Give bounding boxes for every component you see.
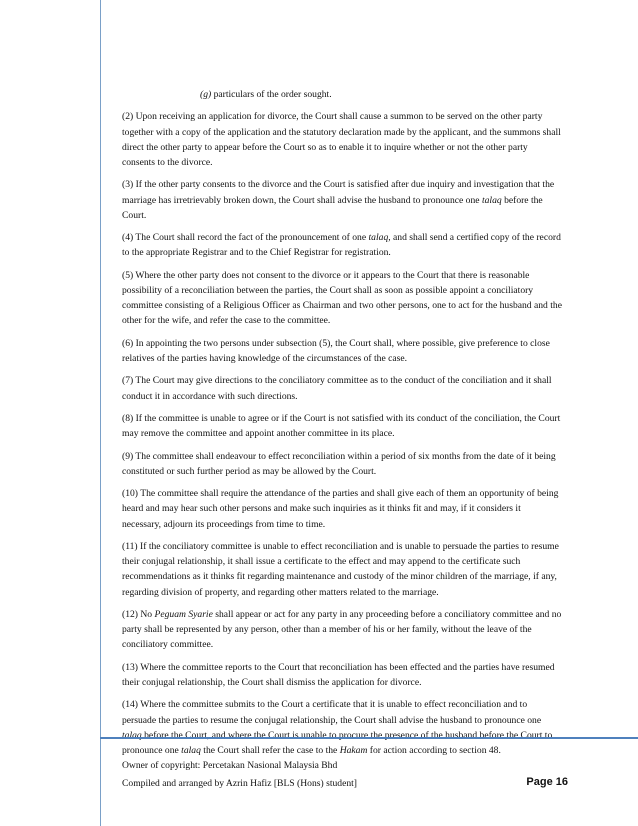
paragraph-14: (14) Where the committee submits to the Court a certificate that it is unable to effect reconciliation and to persuade the parties to resume the conjugal relationship, the Court shall advise the husband to pronounce one talaq before the Court, and where the Court is unable to procure the presence of the husband before the Court to pronounce one talaq the Court shall refer the case to the Hakam for action according to section 48. (122, 699, 553, 756)
paragraph-11: (11) If the conciliatory committee is unable to effect reconciliation and is unable to persuade the parties to resume their conjugal relationship, it shall issue a certificate to the effect and may append to the certificate such recommendations as it thinks fit regarding maintenance and custody of the minor children of the marriage, if any, regarding division of property, and regarding other matters related to the marriage. (122, 540, 559, 598)
page-footer (122, 757, 568, 792)
paragraph-6: (6) In appointing the two persons under subsection (5), the Court shall, where possible, give preference to close relatives of the parties having knowledge of the circumstances of the case. (122, 337, 550, 364)
paragraph-9: (9) The committee shall endeavour to effect reconciliation within a period of six months from the date of it being constituted or such further period as may be allowed by the Court. (122, 450, 556, 477)
paragraph-12: (12) No Peguam Syarie shall appear or act for any party in any proceeding before a conciliatory committee and no party shall be represented by any person, other than a member of his or her family, without the leave of the conciliatory committee. (122, 608, 562, 651)
paragraph-8: (8) If the committee is unable to agree or if the Court is not satisfied with its conduct of the conciliation, the Court may remove the committee and appoint another committee in its place. (122, 412, 561, 440)
term-hakam: Hakam (339, 744, 368, 756)
paragraph-5: (5) Where the other party does not consent to the divorce or it appears to the Court that there is reasonable possibility of a reconciliation between the parties, the Court shall as soon as possible appoint a conciliatory committee consisting of a Religious Officer as Chairman and two other persons, one to act for the husband and the other for the wife, and refer the case to the committee. (122, 269, 562, 327)
paragraph-2: (2) Upon receiving an application for divorce, the Court shall cause a summon to be served on the other party together with a copy of the application and the statutory declaration made by the applicant, and the summons shall direct the other party to appear before the Court so as to enable it to inquire whether or not the other party consents to the divorce. (122, 111, 561, 168)
copyright-owner: Owner of copyright: Percetakan Nasional Malaysia Bhd (122, 760, 338, 771)
paragraph-4: (4) The Court shall record the fact of the pronouncement of one talaq, and shall send a certified copy of the record to the appropriate Registrar and to the Chief Registrar for registration. (122, 232, 561, 259)
term-peguam-syarie: Peguam Syarie (154, 608, 213, 620)
item-label: (g) (200, 89, 212, 100)
term-talaq: talaq (181, 744, 201, 756)
term-talaq: talaq (122, 729, 142, 741)
footer-rule (100, 737, 638, 739)
paragraph-13: (13) Where the committee reports to the Court that reconciliation has been effected and the parties have resumed their conjugal relationship, the Court shall dismiss the application for divorce. (122, 661, 555, 688)
paragraph-7: (7) The Court may give directions to the conciliatory committee as to the conduct of the conciliation and it shall conduct it in accordance with such directions. (122, 375, 552, 402)
paragraph-g: (g) particulars of the order sought. (200, 89, 332, 100)
paragraph-3: (3) If the other party consents to the divorce and the Court is satisfied after due inquiry and investigation that the marriage has irretrievably broken down, the Court shall advise the husband to pronounce one talaq before the Court. (122, 179, 555, 221)
page-number: Page 16 (526, 776, 568, 788)
paragraph-10: (10) The committee shall require the attendance of the parties and shall give each of them an opportunity of being heard and may hear such other persons and make such inquiries as it thinks fit and may, if it considers it necessary, adjourn its proceedings from time to time. (122, 488, 559, 530)
document-body (122, 87, 562, 765)
compiled-by: Compiled and arranged by Azrin Hafiz [BLS (Hons) student] (122, 777, 357, 789)
term-talaq: talaq (481, 194, 502, 206)
term-talaq: talaq, (368, 232, 391, 244)
